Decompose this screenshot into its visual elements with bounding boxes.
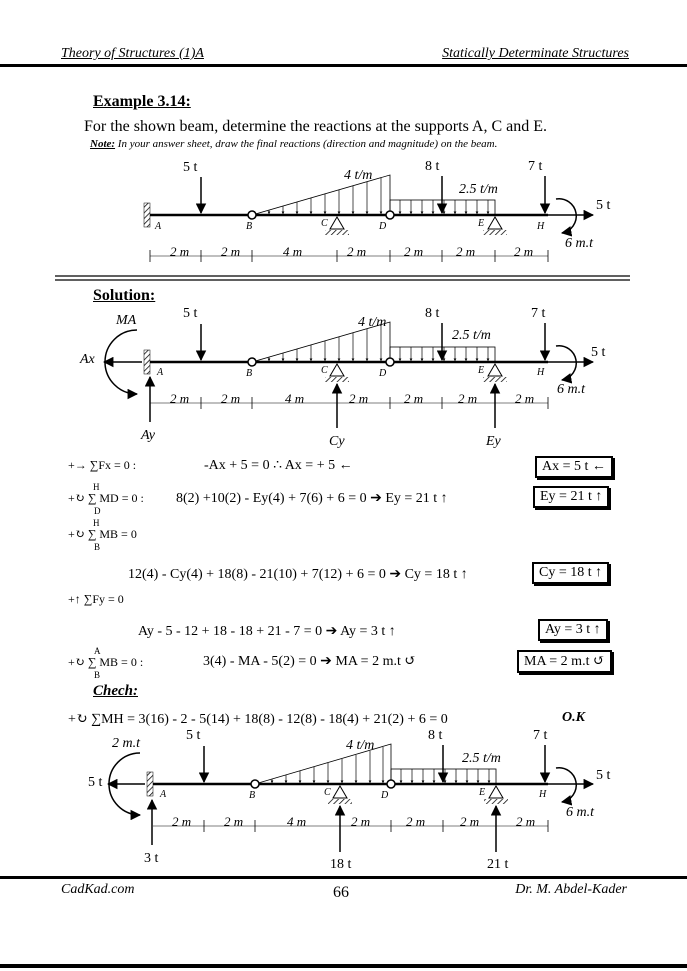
- chk-label-p3: 7 t: [533, 728, 548, 743]
- note-text: In your answer sheet, draw the final reactions (direction and magnitude) on the beam.: [115, 138, 498, 150]
- chk-label-e: E: [479, 787, 486, 798]
- chk-label-b: B: [249, 790, 256, 801]
- sol-label-p1: 5 t: [183, 306, 198, 321]
- label-c: C: [321, 218, 328, 229]
- fixed-support-a: [144, 203, 150, 227]
- answer-ey: Ey = 21 t ↑: [533, 486, 609, 508]
- check-ok: O.K: [562, 710, 585, 725]
- hinge-b: [248, 211, 256, 219]
- check-cy: 18 t: [330, 857, 352, 872]
- answer-ay: Ay = 3 t ↑: [538, 619, 608, 641]
- check-ay: 3 t: [144, 851, 159, 866]
- sol-label-hpt: H: [537, 367, 545, 378]
- chk-label-w2: 2.5 t/m: [462, 751, 501, 766]
- eq5-lhs: +↻ ∑ MB = 0 :: [68, 655, 144, 669]
- page-bottom-border: [0, 964, 687, 968]
- sol-label-w1: 4 t/m: [358, 315, 387, 330]
- dim-4: 2 m: [347, 244, 367, 259]
- sol-label-p3: 7 t: [531, 306, 546, 321]
- chk-dim-3: 4 m: [287, 814, 307, 829]
- chk-dim-7: 2 m: [516, 814, 536, 829]
- sol-label-w2: 2.5 t/m: [452, 328, 491, 343]
- note-label: Note:: [90, 138, 116, 150]
- label-w1: 4 t/m: [344, 168, 373, 183]
- check-h-left: 5 t: [88, 775, 103, 790]
- sol-label-e: E: [478, 365, 485, 376]
- example-title: Example 3.14:: [93, 93, 191, 110]
- chk-dim-1: 2 m: [172, 814, 192, 829]
- label-h: 5 t: [596, 198, 611, 213]
- header-left: Theory of Structures (1)A: [61, 46, 204, 61]
- footer-rule: [0, 876, 687, 879]
- moment-6mt: [556, 199, 576, 233]
- solution-beam: [104, 322, 593, 428]
- answer-ma: MA = 2 m.t ↺: [517, 650, 612, 673]
- chk-dim-4: 2 m: [351, 814, 371, 829]
- example-statement: For the shown beam, determine the reactions at the supports A, C and E.: [84, 118, 548, 135]
- sol-dim-1: 2 m: [170, 391, 190, 406]
- eq1-lhs: +→ ∑Fx = 0 :: [68, 458, 137, 472]
- sol-label-c: C: [321, 365, 328, 376]
- label-w2: 2.5 t/m: [459, 182, 498, 197]
- eq5-sup: A: [94, 646, 101, 656]
- header-right: Statically Determinate Structures: [442, 46, 629, 61]
- chk-label-hpt: H: [539, 789, 547, 800]
- dim-6: 2 m: [456, 244, 476, 259]
- chk-dim-5: 2 m: [406, 814, 426, 829]
- eq3-lhs: +↻ ∑ MB = 0: [68, 527, 137, 541]
- eq3-sub: B: [94, 542, 101, 552]
- ground-e: [483, 230, 507, 235]
- eq4-lhs: +↑ ∑Fy = 0: [68, 592, 124, 606]
- eq1-body: -Ax + 5 = 0 ∴ Ax = + 5 ←: [204, 458, 353, 473]
- footer-right: Dr. M. Abdel-Kader: [515, 882, 627, 897]
- eq4-body: Ay - 5 - 12 + 18 - 18 + 21 - 7 = 0 ➔ Ay = 3 t ↑: [138, 624, 396, 639]
- label-p3: 7 t: [528, 159, 543, 174]
- label-d: D: [379, 221, 387, 232]
- chk-dim-6: 2 m: [460, 814, 480, 829]
- sol-dim-7: 2 m: [515, 391, 535, 406]
- sol-label-m: 6 m.t: [557, 382, 585, 397]
- chk-label-m: 6 m.t: [566, 805, 594, 820]
- eq2-lhs: +↻ ∑ MD = 0 :: [68, 491, 144, 505]
- sol-dim-4: 2 m: [349, 391, 369, 406]
- chk-label-p1: 5 t: [186, 728, 201, 743]
- chk-label-w1: 4 t/m: [346, 738, 375, 753]
- eq2-sub: D: [94, 506, 101, 516]
- eq5-sub: B: [94, 670, 101, 680]
- sol-dim-3: 4 m: [285, 391, 305, 406]
- eq2-sup: H: [93, 482, 100, 492]
- label-e: E: [478, 218, 485, 229]
- label-ax: Ax: [80, 352, 95, 367]
- check-moment: 2 m.t: [112, 736, 140, 751]
- dim-2: 2 m: [221, 244, 241, 259]
- sol-dim-5: 2 m: [404, 391, 424, 406]
- chk-label-c: C: [324, 787, 331, 798]
- solution-title: Solution:: [93, 287, 156, 304]
- eq3-body: 12(4) - Cy(4) + 18(8) - 21(10) + 7(12) + 6 = 0 ➔ Cy = 18 t ↑: [128, 567, 468, 582]
- label-cy: Cy: [329, 434, 345, 449]
- dim-3: 4 m: [283, 244, 303, 259]
- hinge-d: [386, 211, 394, 219]
- label-p1: 5 t: [183, 160, 198, 175]
- sol-label-a: A: [157, 367, 164, 378]
- chk-dim-2: 2 m: [224, 814, 244, 829]
- chk-label-a: A: [160, 789, 167, 800]
- check-eq: +↻ ∑MH = 3(16) - 2 - 5(14) + 18(8) - 12(8) - 18(4) + 21(2) + 6 = 0: [68, 712, 448, 727]
- ground-c: [325, 230, 349, 235]
- label-b: B: [246, 221, 253, 232]
- footer-left: CadKad.com: [61, 882, 135, 897]
- eq2-body: 8(2) +10(2) - Ey(4) + 7(6) + 6 = 0 ➔ Ey = 21 t ↑: [176, 491, 448, 506]
- pin-support-c: [330, 217, 344, 229]
- eq5-body: 3(4) - MA - 5(2) = 0 ➔ MA = 2 m.t ↺: [203, 654, 417, 669]
- chk-label-d: D: [381, 790, 389, 801]
- page-number: 66: [333, 884, 349, 901]
- eq3-sup: H: [93, 518, 100, 528]
- chk-label-p2: 8 t: [428, 728, 443, 743]
- label-ma: MA: [116, 313, 137, 328]
- dim-5: 2 m: [404, 244, 424, 259]
- sol-label-b: B: [246, 368, 253, 379]
- dim-1: 2 m: [170, 244, 190, 259]
- sol-dim-6: 2 m: [458, 391, 478, 406]
- sol-label-d: D: [379, 368, 387, 379]
- label-m: 6 m.t: [565, 236, 593, 251]
- answer-ax: Ax = 5 t ←: [535, 456, 613, 478]
- label-a: A: [155, 221, 162, 232]
- label-hpt: H: [537, 221, 545, 232]
- chk-label-h: 5 t: [596, 768, 611, 783]
- label-ey: Ey: [486, 434, 501, 449]
- sol-label-p2: 8 t: [425, 306, 440, 321]
- sol-dim-2: 2 m: [221, 391, 241, 406]
- dim-7: 2 m: [514, 244, 534, 259]
- label-ay: Ay: [141, 428, 155, 443]
- check-beam: [108, 744, 593, 852]
- check-ey: 21 t: [487, 857, 509, 872]
- sol-label-h: 5 t: [591, 345, 606, 360]
- answer-cy: Cy = 18 t ↑: [532, 562, 609, 584]
- pin-support-e: [488, 217, 502, 229]
- label-p2: 8 t: [425, 159, 440, 174]
- check-title: Chech:: [93, 683, 138, 699]
